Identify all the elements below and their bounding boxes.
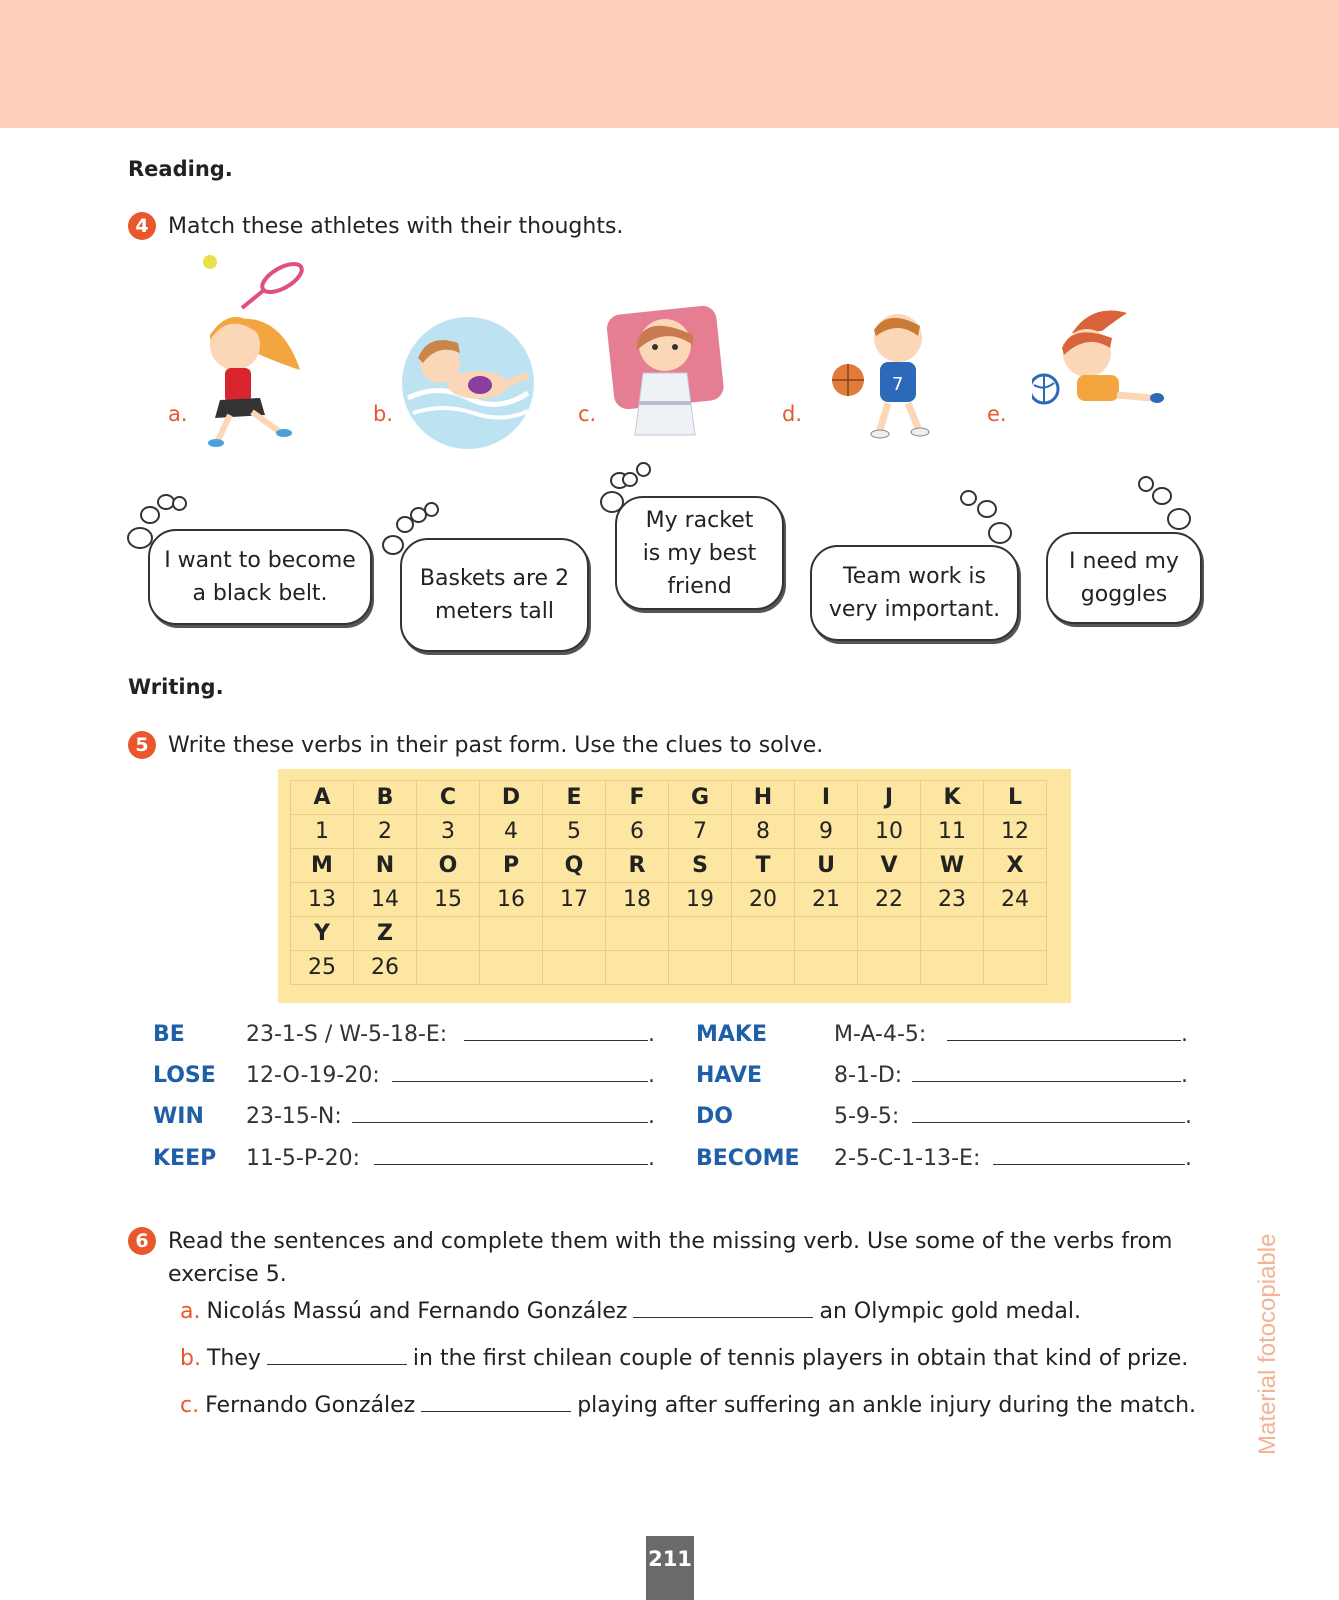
answer-line-do[interactable]: [912, 1122, 1185, 1123]
cipher-letter-cell: K: [921, 781, 984, 815]
clue-lose: 12-O-19-20:: [246, 1063, 380, 1088]
clue-be: 23-1-S / W-5-18-E:: [246, 1022, 448, 1047]
cipher-number-cell: 24: [984, 883, 1047, 917]
cipher-row: [291, 849, 1047, 883]
cipher-number-cell: [921, 951, 984, 985]
cipher-number-cell: [984, 951, 1047, 985]
cipher-letter-cell: [984, 917, 1047, 951]
answer-line-be[interactable]: [464, 1040, 648, 1041]
cipher-row: [291, 883, 1047, 917]
sentence-c: c. Fernando González playing after suffering an ankle injury during the match.: [180, 1393, 1197, 1418]
cipher-letter-cell: O: [417, 849, 480, 883]
thought-dot: [1138, 476, 1154, 492]
cipher-number-cell: [669, 951, 732, 985]
basketball-player-illustration: [828, 308, 948, 443]
cipher-number-cell: 4: [480, 815, 543, 849]
cipher-letter-cell: [543, 917, 606, 951]
picture-label-c: c.: [578, 402, 597, 426]
clue-keep: 11-5-P-20:: [246, 1146, 360, 1171]
cipher-letter-cell: [606, 917, 669, 951]
writing-title: Writing.: [128, 675, 224, 699]
exercise-4-number: 4: [128, 212, 156, 240]
cipher-letter-cell: U: [795, 849, 858, 883]
sentence-letter: b.: [180, 1346, 201, 1371]
cipher-number-cell: 18: [606, 883, 669, 917]
thought-dot: [1152, 487, 1172, 505]
cipher-number-cell: 13: [291, 883, 354, 917]
answer-blank-c[interactable]: [421, 1393, 571, 1412]
cipher-number-cell: 11: [921, 815, 984, 849]
answer-line-have[interactable]: [912, 1081, 1181, 1082]
cipher-number-cell: 5: [543, 815, 606, 849]
cipher-letter-cell: [795, 917, 858, 951]
cipher-number-cell: 10: [858, 815, 921, 849]
thought-dot: [1167, 508, 1191, 530]
cipher-letter-cell: W: [921, 849, 984, 883]
sentence-a: a. Nicolás Massú and Fernando González an Olympic gold medal.: [180, 1299, 1081, 1324]
cipher-letter-cell: S: [669, 849, 732, 883]
verb-win: WIN: [153, 1104, 204, 1129]
cipher-letter-cell: R: [606, 849, 669, 883]
cipher-number-cell: 6: [606, 815, 669, 849]
thought-bubble-5: I need my goggles: [1046, 532, 1202, 624]
clue-make: M-A-4-5:: [834, 1022, 927, 1047]
cipher-number-cell: [795, 951, 858, 985]
header-band: [0, 0, 1339, 128]
cipher-number-cell: 20: [732, 883, 795, 917]
cipher-table: [290, 780, 1047, 985]
verb-have: HAVE: [696, 1063, 762, 1088]
thought-dot: [172, 496, 187, 511]
answer-line-win[interactable]: [352, 1122, 648, 1123]
exercise-6-text-line2: exercise 5.: [168, 1262, 287, 1287]
cipher-letter-cell: Q: [543, 849, 606, 883]
cipher-number-cell: 3: [417, 815, 480, 849]
cipher-number-cell: 19: [669, 883, 732, 917]
cipher-letter-cell: P: [480, 849, 543, 883]
cipher-letter-cell: Z: [354, 917, 417, 951]
period: .: [1185, 1146, 1192, 1171]
cipher-number-cell: 26: [354, 951, 417, 985]
verb-do: DO: [696, 1104, 733, 1129]
swimmer-illustration: [398, 313, 538, 453]
cipher-number-cell: 14: [354, 883, 417, 917]
cipher-number-cell: 1: [291, 815, 354, 849]
cipher-letter-cell: T: [732, 849, 795, 883]
cipher-number-cell: 23: [921, 883, 984, 917]
cipher-letter-cell: I: [795, 781, 858, 815]
answer-blank-b[interactable]: [267, 1346, 407, 1365]
cipher-letter-cell: [669, 917, 732, 951]
thought-bubble-2: Baskets are 2 meters tall: [400, 538, 589, 652]
cipher-number-cell: 8: [732, 815, 795, 849]
cipher-number-cell: [543, 951, 606, 985]
thought-dot: [960, 490, 977, 506]
thought-bubble-1: I want to become a black belt.: [148, 529, 372, 625]
picture-label-e: e.: [987, 402, 1007, 426]
exercise-6-instruction: [128, 1225, 1172, 1291]
picture-label-a: a.: [168, 402, 188, 426]
cipher-row: [291, 951, 1047, 985]
cipher-letter-cell: G: [669, 781, 732, 815]
cipher-letter-cell: [921, 917, 984, 951]
cipher-letter-cell: [480, 917, 543, 951]
cipher-letter-cell: [417, 917, 480, 951]
thought-bubble-3: My racket is my best friend: [615, 496, 784, 610]
exercise-4-instruction: [128, 212, 623, 240]
cipher-number-cell: 21: [795, 883, 858, 917]
exercise-6-text-line1: Read the sentences and complete them with the missing verb. Use some of the verbs from: [168, 1229, 1173, 1254]
period: .: [1185, 1104, 1192, 1129]
cipher-number-cell: 9: [795, 815, 858, 849]
exercise-6-number: 6: [128, 1227, 156, 1255]
picture-label-b: b.: [373, 402, 394, 426]
tennis-player-illustration: [190, 250, 320, 450]
thought-dot: [977, 500, 997, 518]
thought-dot: [382, 535, 404, 555]
answer-line-make[interactable]: [947, 1040, 1181, 1041]
thought-dot: [988, 522, 1012, 544]
thought-dot: [622, 472, 638, 487]
cipher-letter-cell: E: [543, 781, 606, 815]
thought-dot: [424, 502, 439, 517]
karate-girl-illustration: [605, 305, 725, 445]
cipher-letter-cell: L: [984, 781, 1047, 815]
verb-be: BE: [153, 1022, 185, 1047]
cipher-number-cell: 17: [543, 883, 606, 917]
cipher-row: [291, 815, 1047, 849]
cipher-letter-cell: X: [984, 849, 1047, 883]
period: .: [648, 1063, 655, 1088]
cipher-table-panel: [278, 769, 1071, 1003]
picture-label-d: d.: [782, 402, 803, 426]
clue-win: 23-15-N:: [246, 1104, 342, 1129]
answer-line-become[interactable]: [993, 1164, 1185, 1165]
page-number: 211: [646, 1536, 694, 1600]
cipher-number-cell: 2: [354, 815, 417, 849]
answer-line-keep[interactable]: [374, 1164, 648, 1165]
cipher-row: [291, 917, 1047, 951]
cipher-letter-cell: C: [417, 781, 480, 815]
cipher-number-cell: 7: [669, 815, 732, 849]
cipher-number-cell: [732, 951, 795, 985]
cipher-number-cell: 15: [417, 883, 480, 917]
thought-dot: [140, 506, 160, 524]
volleyball-player-illustration: [1032, 303, 1167, 433]
sentence-letter: a.: [180, 1299, 201, 1324]
cipher-number-cell: 12: [984, 815, 1047, 849]
svg-text:7: 7: [892, 374, 904, 395]
exercise-4-text: Match these athletes with their thoughts.: [168, 213, 624, 239]
reading-title: Reading.: [128, 157, 233, 181]
cipher-letter-cell: V: [858, 849, 921, 883]
cipher-letter-cell: [732, 917, 795, 951]
thought-bubble-4: Team work is very important.: [810, 545, 1019, 641]
period: .: [1181, 1063, 1188, 1088]
answer-blank-a[interactable]: [633, 1299, 813, 1318]
cipher-letter-cell: A: [291, 781, 354, 815]
cipher-number-cell: 25: [291, 951, 354, 985]
side-note-photocopiable: Material fotocopiable: [1254, 1233, 1281, 1455]
sentence-letter: c.: [180, 1393, 200, 1418]
cipher-letter-cell: J: [858, 781, 921, 815]
cipher-number-cell: 16: [480, 883, 543, 917]
period: .: [648, 1104, 655, 1129]
cipher-letter-cell: B: [354, 781, 417, 815]
thought-dot: [636, 462, 651, 477]
exercise-5-instruction: [128, 731, 823, 759]
answer-line-lose[interactable]: [392, 1081, 648, 1082]
cipher-letter-cell: F: [606, 781, 669, 815]
cipher-row: [291, 781, 1047, 815]
cipher-number-cell: [858, 951, 921, 985]
period: .: [648, 1022, 655, 1047]
exercise-5-number: 5: [128, 731, 156, 759]
verb-become: BECOME: [696, 1146, 800, 1171]
cipher-letter-cell: H: [732, 781, 795, 815]
cipher-number-cell: 22: [858, 883, 921, 917]
sentence-b: b. They in the first chilean couple of tennis players in obtain that kind of prize.: [180, 1346, 1189, 1371]
verb-keep: KEEP: [153, 1146, 217, 1171]
clue-do: 5-9-5:: [834, 1104, 900, 1129]
period: .: [648, 1146, 655, 1171]
period: .: [1181, 1022, 1188, 1047]
cipher-letter-cell: [858, 917, 921, 951]
cipher-letter-cell: D: [480, 781, 543, 815]
cipher-number-cell: [480, 951, 543, 985]
clue-have: 8-1-D:: [834, 1063, 903, 1088]
exercise-5-text: Write these verbs in their past form. Use the clues to solve.: [168, 732, 824, 758]
cipher-number-cell: [606, 951, 669, 985]
verb-lose: LOSE: [153, 1063, 216, 1088]
cipher-letter-cell: Y: [291, 917, 354, 951]
cipher-number-cell: [417, 951, 480, 985]
cipher-letter-cell: N: [354, 849, 417, 883]
cipher-letter-cell: M: [291, 849, 354, 883]
clue-become: 2-5-C-1-13-E:: [834, 1146, 981, 1171]
verb-make: MAKE: [696, 1022, 767, 1047]
